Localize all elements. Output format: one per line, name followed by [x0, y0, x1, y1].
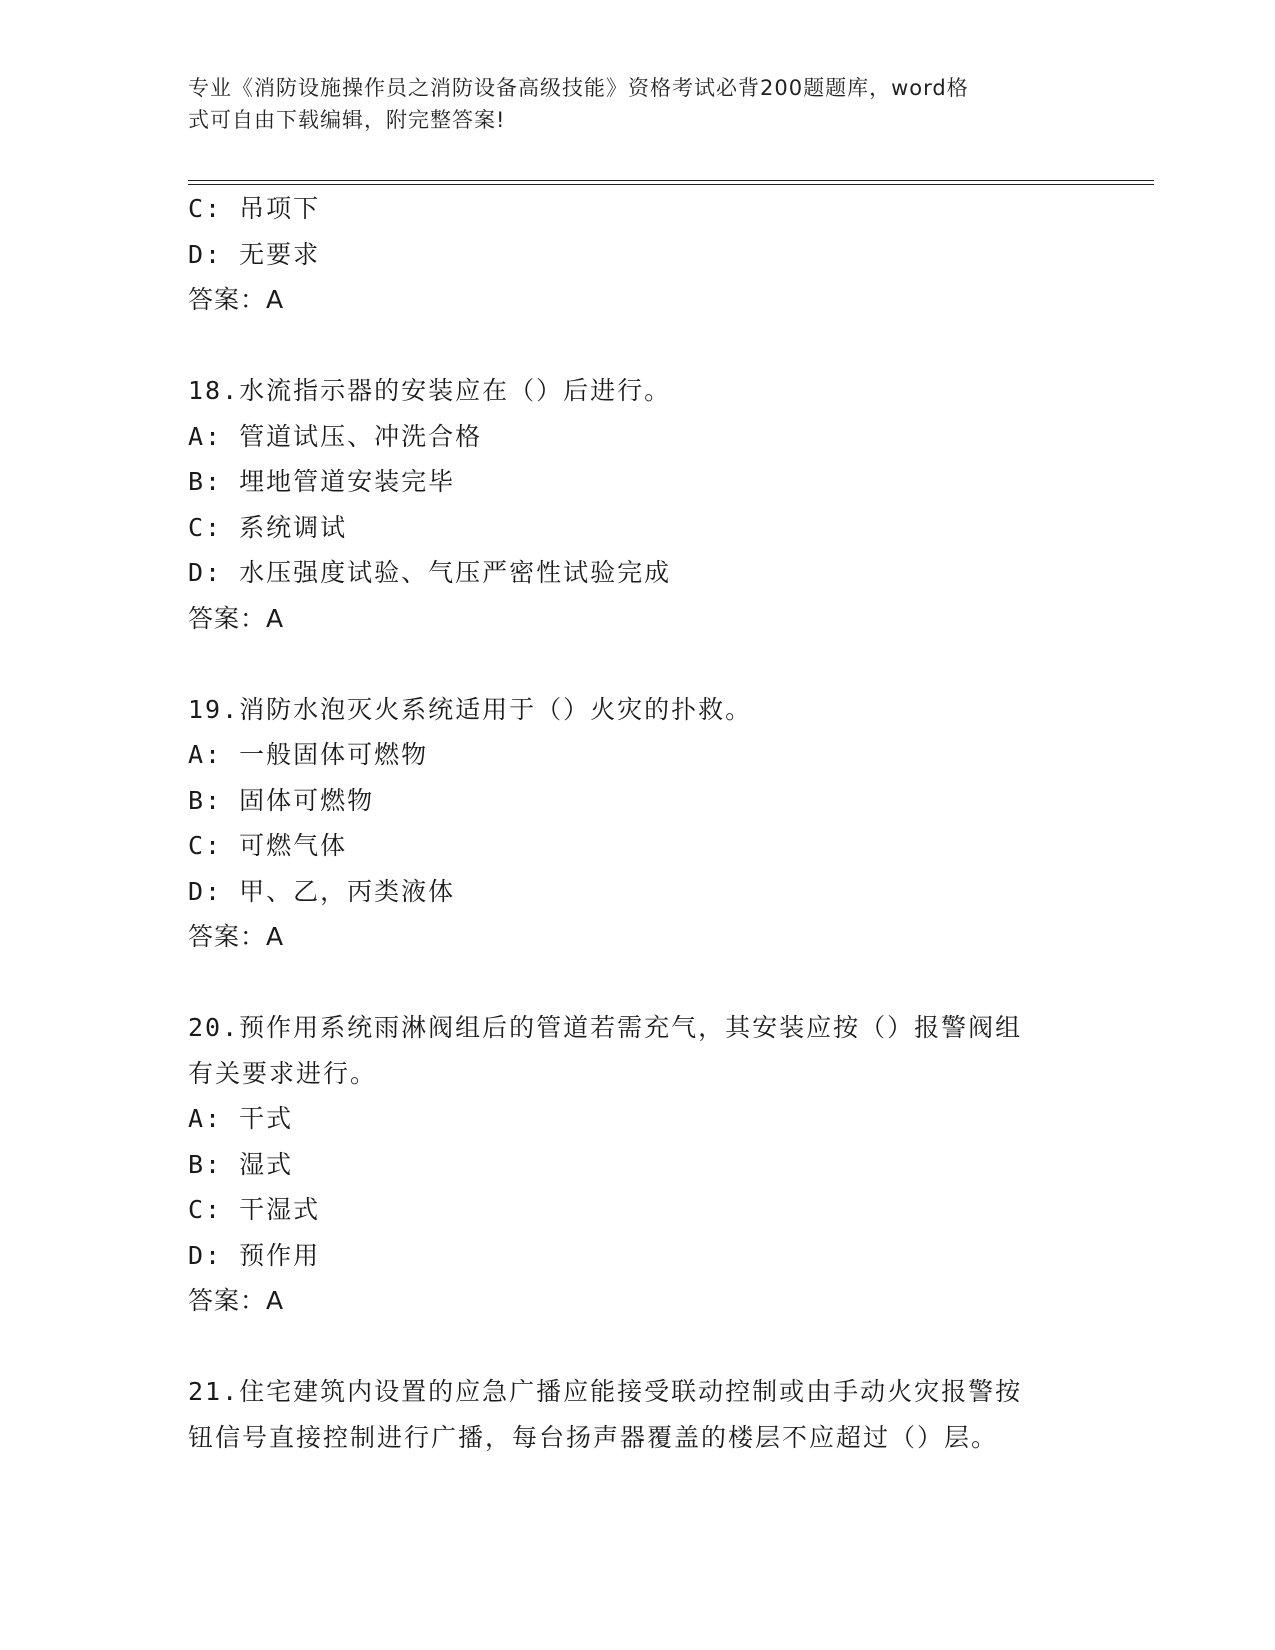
question-stem-line-1: 20.预作用系统雨淋阀组后的管道若需充气，其安装应按（）报警阀组 [188, 1013, 1023, 1042]
spacer [188, 323, 1088, 369]
option-a: A: 管道试压、冲洗合格 [188, 421, 483, 451]
question-stem-line-2: 钮信号直接控制进行广播，每台扬声器覆盖的楼层不应超过（）层。 [188, 1422, 999, 1452]
spacer [188, 960, 1088, 1006]
header-rule-top [188, 180, 1154, 181]
option-b: B: 埋地管道安装完毕 [188, 467, 456, 496]
option-c: C: 干湿式 [188, 1195, 321, 1224]
option-d: D: 水压强度试验、气压严密性试验完成 [188, 558, 672, 587]
option-b: B: 湿式 [188, 1149, 294, 1179]
document-header [188, 72, 1068, 136]
question-stem: 18.水流指示器的安装应在（）后进行。 [188, 376, 672, 405]
option-a: A: 干式 [188, 1104, 294, 1133]
answer-line: 答案：A [188, 1286, 285, 1315]
option-d: D: 预作用 [188, 1240, 321, 1270]
option-d: D: 甲、乙，丙类液体 [188, 876, 456, 906]
header-line-1: 专业《消防设施操作员之消防设备高级技能》资格考试必背200题题库，word格 [188, 76, 969, 100]
answer-line: 答案：A [188, 603, 285, 633]
question-block-18 [188, 368, 1088, 641]
question-block-21 [188, 1369, 1088, 1460]
answer-line: 答案：A [188, 922, 285, 951]
spacer [188, 1324, 1088, 1370]
question-block-19 [188, 687, 1088, 960]
question-list [188, 186, 1088, 1460]
answer-line: 答案：A [188, 285, 285, 314]
question-stem-line-1: 21.住宅建筑内设置的应急广播应能接受联动控制或由手动火灾报警按 [188, 1377, 1023, 1406]
option-a: A: 一般固体可燃物 [188, 740, 429, 769]
header-line-2: 式可自由下载编辑，附完整答案! [188, 108, 506, 132]
option-d: D: 无要求 [188, 239, 321, 269]
question-stem-line-2: 有关要求进行。 [188, 1058, 378, 1088]
question-block-20 [188, 1005, 1088, 1324]
spacer [188, 641, 1088, 687]
option-c: C: 系统调试 [188, 512, 348, 542]
question-block-17 [188, 186, 1088, 323]
header-rule-bottom [188, 184, 1154, 185]
option-c: C: 吊项下 [188, 194, 321, 223]
option-c: C: 可燃气体 [188, 831, 348, 860]
question-stem: 19.消防水泡灭火系统适用于（）火灾的扑救。 [188, 694, 753, 724]
option-b: B: 固体可燃物 [188, 785, 375, 815]
